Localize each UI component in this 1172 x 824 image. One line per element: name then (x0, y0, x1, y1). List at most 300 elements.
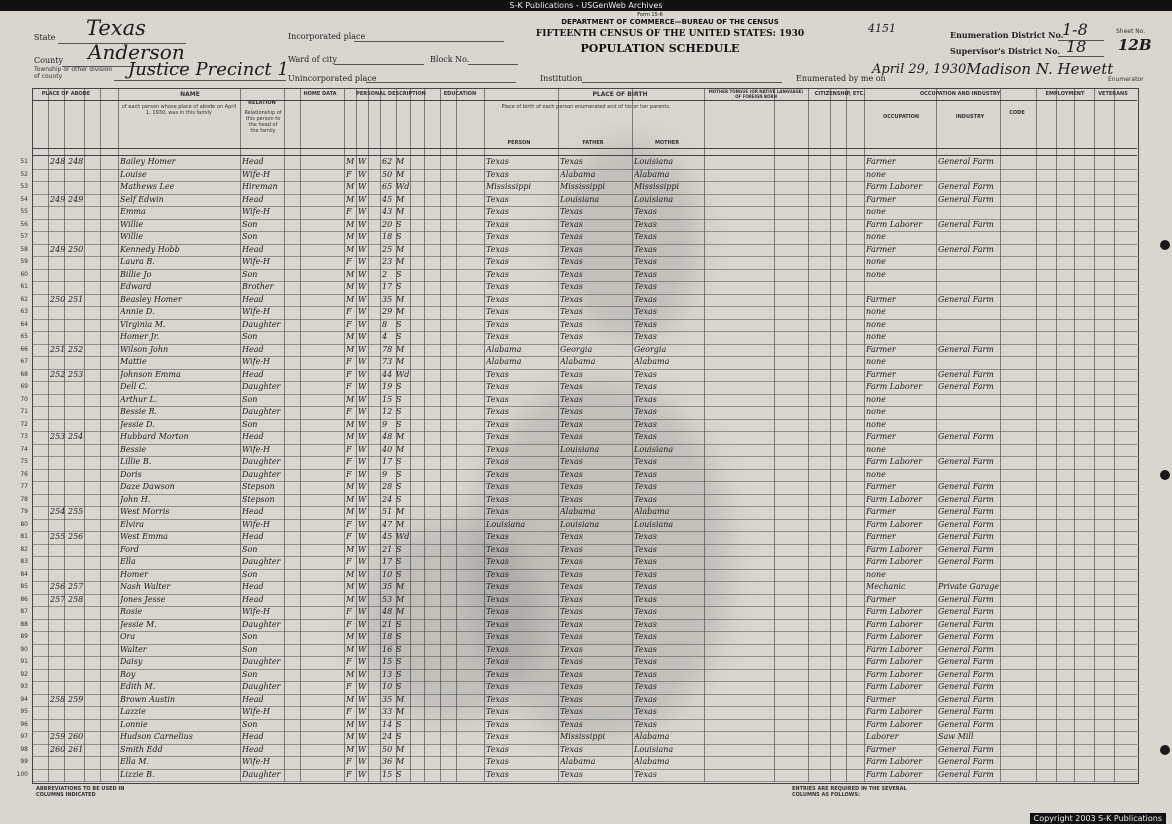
cell-ind: General Farm (938, 507, 994, 516)
table-row (20, 456, 1137, 470)
cell-birth: Texas (486, 769, 509, 779)
cell-race: W (358, 319, 367, 329)
section-birth: PLACE OF BIRTH (592, 91, 648, 98)
cell-name: Homer (120, 569, 148, 579)
cell-birth: Texas (486, 644, 509, 654)
line-number: 63 (20, 308, 28, 315)
cell-birth: Texas (486, 294, 509, 304)
cell-ms: Wd (396, 182, 410, 191)
cell-age: 48 (382, 432, 393, 441)
cell-dwell: 248 (50, 157, 66, 166)
table-row (20, 431, 1137, 445)
line-number: 84 (20, 570, 28, 578)
cell-birth: Texas (486, 594, 509, 604)
cell-occ: none (866, 569, 886, 579)
cell-sex: M (346, 494, 355, 504)
cell-father: Texas (560, 632, 583, 641)
table-row (20, 556, 1137, 570)
line-number: 94 (20, 695, 28, 703)
cell-father: Texas (560, 332, 583, 341)
block-label: Block No. (430, 55, 470, 64)
cell-sex: F (346, 657, 352, 666)
cell-rel: Hireman (242, 182, 278, 191)
cell-occ: Farm Laborer (866, 682, 923, 691)
cell-father: Texas (560, 307, 583, 316)
cell-age: 16 (382, 644, 393, 654)
cell-birth: Texas (486, 494, 509, 504)
cell-mother: Texas (634, 544, 657, 554)
cell-birth: Alabama (486, 344, 522, 354)
header-divider (32, 148, 1137, 149)
cell-name: Kennedy Hobb (120, 244, 180, 254)
cell-dwell: 252 (50, 369, 66, 379)
cell-father: Texas (560, 682, 583, 691)
cell-age: 47 (382, 519, 393, 529)
cell-name: Edward (120, 282, 152, 291)
cell-occ: none (866, 394, 886, 404)
cell-race: W (358, 394, 367, 404)
cell-sex: F (346, 257, 352, 266)
cell-father: Texas (560, 457, 583, 466)
cell-age: 29 (382, 307, 393, 316)
cell-rel: Daughter (242, 407, 281, 416)
cell-race: W (358, 169, 367, 179)
cell-ind: General Farm (938, 594, 994, 604)
cell-race: W (358, 657, 367, 666)
cell-birth: Texas (486, 419, 509, 429)
cell-rel: Wife-H (242, 207, 271, 216)
cell-occ: Farmer (866, 507, 896, 516)
cell-name: Bailey Homer (120, 157, 176, 166)
cell-occ: Farm Laborer (866, 757, 923, 766)
cell-rel: Daughter (242, 657, 281, 666)
line-number: 93 (20, 683, 28, 690)
cell-ind: General Farm (938, 344, 994, 354)
cell-rel: Wife-H (242, 257, 271, 266)
cell-race: W (358, 757, 367, 766)
cell-mother: Texas (634, 394, 657, 404)
cell-father: Texas (560, 369, 583, 379)
cell-ms: M (396, 194, 405, 204)
cell-sex: M (346, 282, 355, 291)
cell-rel: Stepson (242, 482, 275, 491)
cell-mother: Mississippi (634, 182, 680, 191)
cell-sex: F (346, 407, 352, 416)
cell-rel: Son (242, 569, 258, 579)
sheet-stamp: 4151 (868, 22, 896, 35)
cell-mother: Texas (634, 719, 657, 729)
cell-occ: Farm Laborer (866, 632, 923, 641)
cell-ms: M (396, 707, 405, 716)
cell-occ: none (866, 307, 886, 316)
cell-occ: Farmer (866, 344, 896, 354)
cell-sex: M (346, 644, 355, 654)
cell-ms: S (396, 482, 402, 491)
cell-ind: General Farm (938, 707, 994, 716)
cell-birth: Alabama (486, 357, 522, 366)
line-number: 76 (20, 470, 28, 478)
cell-race: W (358, 669, 367, 679)
table-row (20, 169, 1137, 183)
line-number: 95 (20, 708, 28, 715)
cell-mother: Texas (634, 257, 657, 266)
cell-mother: Louisiana (634, 519, 674, 529)
line-number: 87 (20, 608, 28, 615)
bottom-notes (32, 784, 1137, 814)
cell-ms: M (396, 294, 405, 304)
cell-rel: Head (242, 294, 264, 304)
cell-ms: S (396, 319, 402, 329)
cell-dwell: 256 (50, 582, 66, 591)
cell-birth: Texas (486, 569, 509, 579)
cell-sex: M (346, 594, 355, 604)
line-number: 61 (20, 283, 28, 290)
cell-fam: 260 (68, 732, 84, 741)
cell-ind: General Farm (938, 532, 994, 541)
table-row (20, 244, 1137, 258)
cell-age: 35 (382, 294, 393, 304)
cell-sex: F (346, 619, 352, 629)
cell-birth: Texas (486, 257, 509, 266)
punch-hole (1160, 240, 1170, 250)
township-line (114, 80, 286, 81)
cell-ms: M (396, 582, 405, 591)
incorporated-label: Incorporated place (288, 32, 366, 41)
table-row (20, 344, 1137, 358)
section-divider (32, 100, 1137, 101)
cell-race: W (358, 344, 367, 354)
cell-name: Elvira (120, 519, 145, 529)
cell-rel: Head (242, 744, 264, 754)
cell-birth: Texas (486, 157, 509, 166)
cell-name: Self Edwin (120, 194, 164, 204)
cell-mother: Texas (634, 707, 657, 716)
line-number: 99 (20, 758, 28, 765)
sd-label: Supervisor's District No. (950, 46, 1061, 56)
cell-occ: Farm Laborer (866, 457, 923, 466)
cell-sex: M (346, 394, 355, 404)
cell-ms: S (396, 394, 402, 404)
cell-rel: Daughter (242, 469, 281, 479)
cell-age: 36 (382, 757, 393, 766)
cell-birth: Texas (486, 282, 509, 291)
cell-name: Mattie (120, 357, 147, 366)
table-row (20, 756, 1137, 770)
line-number: 67 (20, 358, 28, 365)
cell-race: W (358, 469, 367, 479)
table-row (20, 406, 1137, 420)
cell-ind: General Farm (938, 244, 994, 254)
cell-age: 48 (382, 607, 393, 616)
cell-sex: M (346, 582, 355, 591)
cell-sex: M (346, 569, 355, 579)
cell-ms: M (396, 157, 405, 166)
cell-ms: S (396, 769, 402, 779)
cell-sex: F (346, 469, 352, 479)
cell-birth: Texas (486, 369, 509, 379)
cell-occ: none (866, 169, 886, 179)
cell-name: Emma (120, 207, 146, 216)
cell-race: W (358, 544, 367, 554)
cell-ms: S (396, 569, 402, 579)
cell-father: Texas (560, 219, 583, 229)
cell-rel: Daughter (242, 382, 281, 391)
cell-occ: Farmer (866, 369, 896, 379)
cell-ind: General Farm (938, 669, 994, 679)
line-number: 85 (20, 583, 28, 590)
cell-birth: Texas (486, 394, 509, 404)
line-number: 88 (20, 620, 28, 628)
line-number: 69 (20, 383, 28, 390)
cell-ind: General Farm (938, 657, 994, 666)
table-row (20, 331, 1137, 345)
cell-ind: General Farm (938, 644, 994, 654)
cell-sex: M (346, 344, 355, 354)
name-note: of each person whose place of abode on April 1, 1930, was in this family (121, 104, 237, 116)
cell-occ: none (866, 232, 886, 241)
cell-sex: M (346, 732, 355, 741)
cell-father: Texas (560, 469, 583, 479)
cell-mother: Texas (634, 607, 657, 616)
father-head: FATHER (582, 140, 604, 146)
cell-name: Homer Jr. (120, 332, 160, 341)
cell-birth: Texas (486, 694, 509, 704)
cell-ind: General Farm (938, 494, 994, 504)
cell-rel: Head (242, 694, 264, 704)
cell-sex: M (346, 694, 355, 704)
cell-race: W (358, 707, 367, 716)
cell-age: 20 (382, 219, 393, 229)
cell-ms: M (396, 594, 405, 604)
cell-ms: S (396, 382, 402, 391)
cell-father: Texas (560, 769, 583, 779)
cell-father: Texas (560, 294, 583, 304)
cell-race: W (358, 582, 367, 591)
cell-age: 18 (382, 632, 393, 641)
table-row (20, 606, 1137, 620)
cell-ms: S (396, 682, 402, 691)
cell-ms: S (396, 669, 402, 679)
table-row (20, 181, 1137, 195)
cell-name: Daisy (120, 657, 143, 666)
unincorporated-label: Unincorporated place (288, 74, 377, 83)
cell-mother: Texas (634, 219, 657, 229)
cell-fam: 261 (68, 744, 84, 754)
cell-occ: none (866, 207, 886, 216)
cell-father: Texas (560, 319, 583, 329)
cell-race: W (358, 569, 367, 579)
cell-age: 50 (382, 744, 393, 754)
cell-ind: General Farm (938, 157, 994, 166)
cell-rel: Son (242, 719, 258, 729)
line-number: 73 (20, 433, 28, 440)
cell-ms: M (396, 307, 405, 316)
cell-father: Texas (560, 157, 583, 166)
cell-dwell: 249 (50, 244, 66, 254)
cell-name: Hudson Carnelius (120, 732, 193, 741)
cell-sex: M (346, 482, 355, 491)
cell-name: Wilson John (120, 344, 169, 354)
line-number: 86 (20, 595, 28, 603)
cell-ms: M (396, 207, 405, 216)
section-occupation: OCCUPATION AND INDUSTRY (919, 91, 1001, 97)
cell-ms: M (396, 257, 405, 266)
cell-occ: none (866, 257, 886, 266)
punch-hole (1160, 745, 1170, 755)
table-row (20, 281, 1137, 295)
copyright: Copyright 2003 S-K Publications (1030, 813, 1166, 824)
cell-age: 73 (382, 357, 393, 366)
cell-ind: General Farm (938, 382, 994, 391)
sheet-label: Sheet No. (1116, 28, 1146, 35)
cell-father: Texas (560, 557, 583, 566)
cell-ms: S (396, 494, 402, 504)
archive-banner: S-K Publications - USGenWeb Archives (0, 0, 1172, 11)
cell-ind: General Farm (938, 694, 994, 704)
cell-age: 21 (382, 619, 393, 629)
line-number: 92 (20, 670, 28, 678)
line-number: 100 (16, 770, 28, 778)
cell-rel: Wife-H (242, 307, 271, 316)
cell-occ: Farmer (866, 744, 896, 754)
cell-occ: Mechanic (866, 582, 906, 591)
cell-name: Ella (120, 557, 136, 566)
cell-ms: M (396, 507, 405, 516)
cell-ms: Wd (396, 369, 410, 379)
cell-name: Jones Jesse (120, 594, 166, 604)
cell-occ: Farm Laborer (866, 607, 923, 616)
section-veterans: VETERANS (1098, 91, 1128, 97)
institution-label: Institution (540, 74, 583, 83)
cell-ms: M (396, 344, 405, 354)
cell-ms: S (396, 732, 402, 741)
cell-mother: Texas (634, 282, 657, 291)
cell-ind: General Farm (938, 632, 994, 641)
enumerator-name: Madison N. Hewett (966, 60, 1114, 78)
cell-name: Nash Walter (120, 582, 171, 591)
cell-race: W (358, 644, 367, 654)
cell-sex: F (346, 519, 352, 529)
enumerated-label: Enumerated by me on (796, 74, 886, 83)
line-number: 55 (20, 208, 28, 215)
cell-name: Virginia M. (120, 319, 166, 329)
cell-sex: M (346, 507, 355, 516)
cell-father: Texas (560, 419, 583, 429)
cell-ms: S (396, 644, 402, 654)
cell-sex: F (346, 557, 352, 566)
cell-father: Alabama (560, 757, 596, 766)
ward-label: Ward of city (288, 55, 337, 64)
cell-race: W (358, 332, 367, 341)
county-value: Anderson (88, 40, 185, 64)
cell-age: 21 (382, 544, 393, 554)
cell-mother: Texas (634, 594, 657, 604)
cell-birth: Texas (486, 582, 509, 591)
cell-race: W (358, 632, 367, 641)
cell-rel: Head (242, 244, 264, 254)
cell-birth: Texas (486, 657, 509, 666)
cell-rel: Son (242, 632, 258, 641)
cell-dwell: 254 (50, 507, 66, 516)
cell-ind: General Farm (938, 432, 994, 441)
cell-birth: Texas (486, 219, 509, 229)
cell-rel: Wife-H (242, 757, 271, 766)
cell-age: 13 (382, 669, 393, 679)
state-value: Texas (86, 16, 146, 40)
cell-dwell: 253 (50, 432, 66, 441)
cell-ms: S (396, 657, 402, 666)
cell-ms: S (396, 544, 402, 554)
cell-name: Beasley Homer (120, 294, 182, 304)
cell-mother: Louisiana (634, 444, 674, 454)
cell-ind: General Farm (938, 294, 994, 304)
cell-occ: Farm Laborer (866, 707, 923, 716)
cell-father: Texas (560, 482, 583, 491)
cell-ind: General Farm (938, 769, 994, 779)
cell-mother: Texas (634, 332, 657, 341)
cell-mother: Texas (634, 307, 657, 316)
table-row (20, 656, 1137, 670)
table-row (20, 369, 1137, 383)
cell-father: Texas (560, 607, 583, 616)
sheet-value: 12B (1118, 36, 1152, 54)
cell-fam: 259 (68, 694, 84, 704)
cell-age: 35 (382, 582, 393, 591)
table-row (20, 681, 1137, 695)
township-label: Township or other division of county (34, 66, 113, 80)
cell-birth: Texas (486, 232, 509, 241)
cell-age: 10 (382, 682, 393, 691)
cell-occ: Farmer (866, 594, 896, 604)
cell-father: Texas (560, 657, 583, 666)
cell-age: 19 (382, 382, 393, 391)
cell-sex: F (346, 207, 352, 216)
cell-ind: General Farm (938, 482, 994, 491)
table-row (20, 644, 1137, 658)
line-number: 62 (20, 295, 28, 303)
cell-race: W (358, 182, 367, 191)
cell-age: 43 (382, 207, 393, 216)
cell-race: W (358, 557, 367, 566)
cell-mother: Texas (634, 769, 657, 779)
table-row (20, 294, 1137, 308)
table-row (20, 231, 1137, 245)
cell-fam: 254 (68, 432, 84, 441)
census-title: FIFTEENTH CENSUS OF THE UNITED STATES: 1930 (535, 29, 805, 39)
institution-line (582, 82, 782, 83)
cell-rel: Daughter (242, 682, 281, 691)
cell-race: W (358, 732, 367, 741)
section-name: NAME (180, 91, 200, 98)
table-row (20, 219, 1137, 233)
cell-race: W (358, 244, 367, 254)
cell-birth: Louisiana (486, 519, 526, 529)
cell-fam: 256 (68, 532, 84, 541)
cell-age: 15 (382, 394, 393, 404)
cell-mother: Texas (634, 232, 657, 241)
cell-ms: S (396, 457, 402, 466)
person-head: PERSON (507, 140, 531, 146)
table-row (20, 744, 1137, 758)
cell-rel: Wife-H (242, 519, 271, 529)
cell-age: 53 (382, 594, 393, 604)
cell-ind: General Farm (938, 519, 994, 529)
cell-mother: Texas (634, 569, 657, 579)
cell-occ: Farm Laborer (866, 219, 923, 229)
cell-ms: Wd (396, 532, 410, 541)
cell-father: Georgia (560, 344, 593, 354)
cell-rel: Son (242, 544, 258, 554)
